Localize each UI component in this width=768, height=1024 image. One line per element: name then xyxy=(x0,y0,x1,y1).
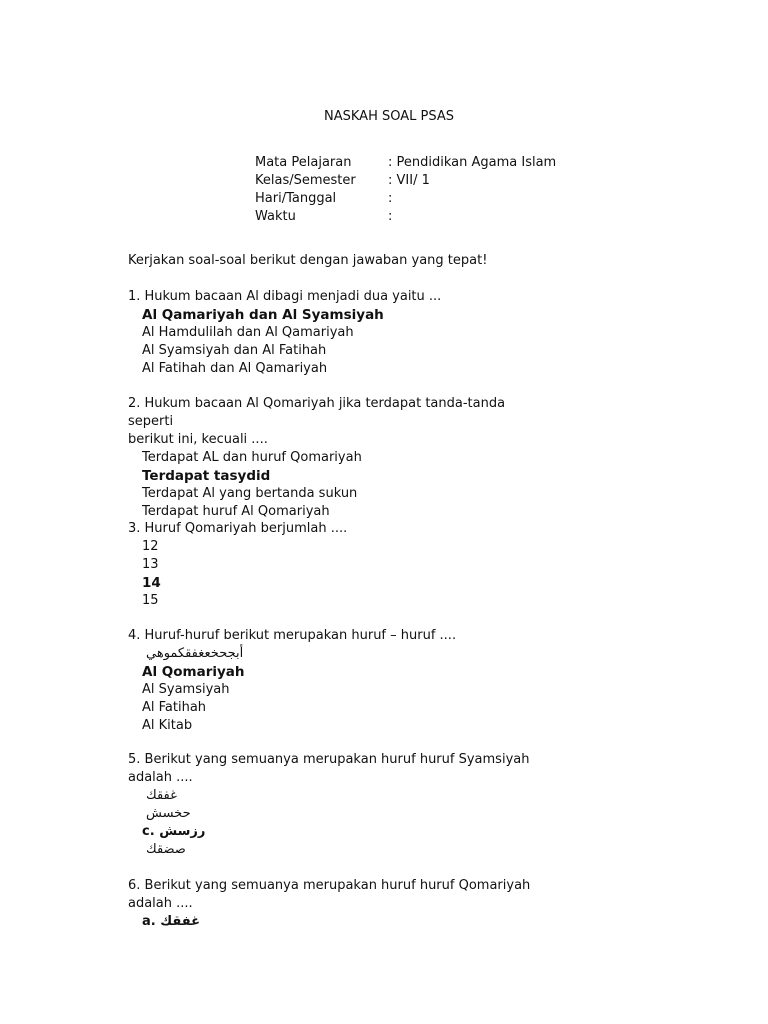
info-row-class xyxy=(255,172,556,190)
question-2 xyxy=(128,395,548,521)
question-text: 2. Hukum bacaan Al Qomariyah jika terdapat tanda-tanda seperti xyxy=(128,396,506,429)
info-value: : xyxy=(388,191,393,206)
arabic-text: رزسش xyxy=(159,824,206,839)
info-label: Kelas/Semester xyxy=(255,173,356,188)
answer-option: Al Hamdulilah dan Al Qamariyah xyxy=(142,325,354,340)
info-label: Hari/Tanggal xyxy=(255,191,337,206)
answer-option xyxy=(128,805,548,823)
exam-info xyxy=(255,154,556,226)
arabic-text: غفقك xyxy=(146,788,177,803)
answer-option xyxy=(128,841,548,859)
question-1 xyxy=(128,288,548,378)
question-text: adalah .... xyxy=(128,896,193,911)
question-6 xyxy=(128,877,548,931)
question-text: 4. Huruf-huruf berikut merupakan huruf – huruf .... xyxy=(128,628,457,643)
answer-option: Terdapat Al yang bertanda sukun xyxy=(142,486,358,501)
info-value: : VII/ 1 xyxy=(388,173,430,188)
arabic-text: صضقك xyxy=(146,842,186,857)
answer-option: Terdapat AL dan huruf Qomariyah xyxy=(142,450,362,465)
question-text: adalah .... xyxy=(128,770,193,785)
answer-option: Al Fatihah dan Al Qamariyah xyxy=(142,361,328,376)
instruction: Kerjakan soal-soal berikut dengan jawaban yang tepat! xyxy=(128,253,488,268)
answer-option xyxy=(128,913,548,931)
arabic-letters-line xyxy=(128,645,548,663)
question-text: 5. Berikut yang semuanya merupakan huruf huruf Syamsiyah xyxy=(128,752,530,767)
question-text: 1. Hukum bacaan Al dibagi menjadi dua yaitu ... xyxy=(128,289,442,304)
question-5 xyxy=(128,751,548,859)
info-row-time xyxy=(255,208,556,226)
answer-option: Terdapat tasydid xyxy=(142,468,271,484)
answer-option xyxy=(128,787,548,805)
question-text: berikut ini, kecuali .... xyxy=(128,432,268,447)
answer-option: Al Fatihah xyxy=(142,700,207,715)
question-text: 6. Berikut yang semuanya merupakan huruf huruf Qomariyah xyxy=(128,878,531,893)
info-label: Mata Pelajaran xyxy=(255,155,352,170)
answer-option: 12 xyxy=(142,539,159,554)
option-prefix: c. xyxy=(142,824,155,839)
info-label: Waktu xyxy=(255,209,296,224)
question-3 xyxy=(128,520,548,610)
arabic-text: أبجحخعغفقكموهي xyxy=(146,646,244,661)
answer-option: Al Syamsiyah dan Al Fatihah xyxy=(142,343,327,358)
question-text: 3. Huruf Qomariyah berjumlah .... xyxy=(128,521,348,536)
answer-option: Al Qomariyah xyxy=(142,664,245,680)
info-row-date xyxy=(255,190,556,208)
answer-option: Al Kitab xyxy=(142,718,193,733)
answer-option: 15 xyxy=(142,593,159,608)
info-row-subject xyxy=(255,154,556,172)
answer-option: 14 xyxy=(142,575,161,591)
answer-option: Al Syamsiyah xyxy=(142,682,230,697)
answer-option: Al Qamariyah dan Al Syamsiyah xyxy=(142,307,384,323)
page-title: NASKAH SOAL PSAS xyxy=(324,109,454,124)
answer-option: 13 xyxy=(142,557,159,572)
answer-option xyxy=(128,823,548,841)
arabic-text: غفقك xyxy=(160,914,200,929)
option-prefix: a. xyxy=(142,914,156,929)
answer-option: Terdapat huruf Al Qomariyah xyxy=(142,504,330,519)
arabic-text: حخسش xyxy=(146,806,191,821)
info-value: : xyxy=(388,209,393,224)
info-value: : Pendidikan Agama Islam xyxy=(388,155,557,170)
question-4 xyxy=(128,627,548,735)
